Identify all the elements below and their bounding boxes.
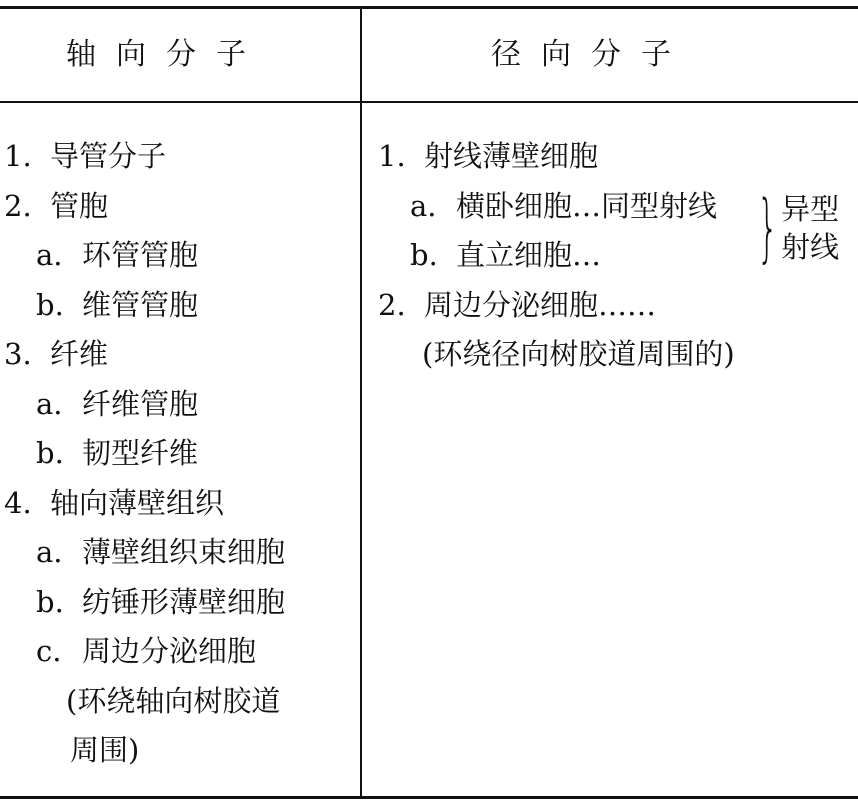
item-letter: a.	[36, 535, 63, 569]
list-item	[4, 231, 354, 281]
item-number: 3.	[4, 337, 32, 371]
item-number: 4.	[4, 485, 32, 520]
item-text: 导管分子	[50, 139, 167, 173]
list-item	[4, 281, 354, 331]
item-text: 纤维管胞	[82, 386, 199, 421]
list-item	[4, 578, 354, 628]
header-radial: 径向分子	[491, 37, 691, 72]
list-item	[4, 182, 354, 232]
item-text: 射线薄壁细胞	[424, 139, 599, 173]
table-header-rule	[0, 101, 858, 103]
item-letter: b.	[36, 287, 64, 322]
item-number: 2.	[4, 188, 32, 223]
list-item	[4, 528, 354, 578]
item-letter: a.	[410, 188, 437, 223]
item-letter: b.	[36, 436, 64, 470]
list-item	[378, 281, 848, 331]
header-axial: 轴向分子	[66, 37, 266, 72]
right-brace-icon: }	[756, 185, 779, 271]
item-number: 1.	[378, 139, 406, 173]
item-number: 2.	[378, 287, 406, 322]
item-letter: a.	[36, 386, 63, 421]
item-text: 轴向薄壁组织	[50, 485, 225, 520]
item-text: 韧型纤维	[82, 436, 199, 470]
radial-note: (环绕径向树胶道周围的)	[422, 337, 735, 371]
list-item	[4, 132, 354, 182]
item-letter: b.	[36, 584, 64, 619]
item-letter: b.	[410, 238, 438, 272]
list-item	[4, 330, 354, 380]
item-text: 维管管胞	[82, 287, 199, 322]
item-text: 环管管胞	[82, 238, 199, 272]
item-text: 周边分泌细胞……	[424, 287, 657, 322]
axial-note-line-1: (环绕轴向树胶道	[66, 683, 281, 718]
item-text: 管胞	[50, 188, 109, 223]
item-text: 薄壁组织束细胞	[82, 535, 286, 569]
item-text: 直立细胞…	[456, 238, 602, 272]
column-divider	[360, 7, 362, 798]
item-text: 横卧细胞…同型射线	[456, 188, 718, 223]
heterogeneous-ray-label	[781, 190, 841, 266]
list-item	[4, 627, 354, 677]
heterogeneous-ray-group	[754, 185, 841, 271]
axial-column	[4, 132, 354, 776]
list-item	[378, 132, 848, 182]
heterogeneous-label-line-2: 射线	[781, 230, 840, 264]
table-top-rule	[0, 6, 858, 9]
list-item	[4, 429, 354, 479]
axial-note-line-2: 周围)	[70, 733, 140, 767]
item-number: 1.	[4, 139, 32, 173]
list-item	[4, 380, 354, 430]
table-bottom-rule	[0, 796, 858, 799]
item-text: 周边分泌细胞	[82, 634, 257, 668]
list-item	[4, 479, 354, 529]
item-letter: a.	[36, 238, 63, 272]
item-letter: c.	[36, 634, 62, 668]
item-text: 纤维	[50, 337, 109, 371]
heterogeneous-label-line-1: 异型	[781, 192, 840, 226]
item-text: 纺锤形薄壁细胞	[82, 584, 286, 619]
